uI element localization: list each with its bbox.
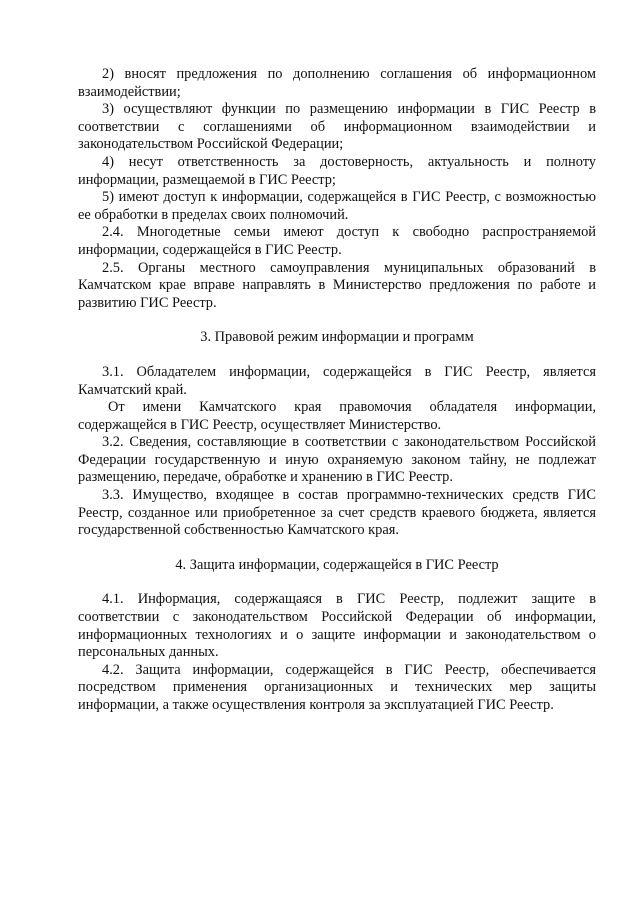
paragraph-2-4: 2.4. Многодетные семьи имеют доступ к свободно распространяемой информации, содержащейся в ГИС Реестр. (78, 224, 596, 258)
spacer (78, 347, 596, 364)
paragraph-3-3: 3.3. Имущество, входящее в состав программно-технических средств ГИС Реестр, созданное или приобретенное за счет средств краевого бюджета, является государственной собственностью Камчатского края. (78, 487, 596, 539)
paragraph-item-3: 3) осуществляют функции по размещению информации в ГИС Реестр в соответствии с соглашениями об информационном взаимодействии и законодательством Российской Федерации; (78, 101, 596, 153)
paragraph-item-4: 4) несут ответственность за достоверность, актуальность и полноту информации, размещаемой в ГИС Реестр; (78, 153, 596, 188)
paragraph-4-1: 4.1. Информация, содержащаяся в ГИС Реестр, подлежит защите в соответствии с законодательством Российской Федерации об информации, информационных технологиях и о защите информации и законодательством о персональных данных. (78, 591, 596, 661)
paragraph-4-2: 4.2. Защита информации, содержащейся в ГИС Реестр, обеспечивается посредством применения организационных и технических мер защиты информации, а также осуществления контроля за эксплуатацией ГИС Реестр. (78, 661, 596, 713)
spacer (78, 540, 596, 557)
paragraph-2-5: 2.5. Органы местного самоуправления муниципальных образований в Камчатском крае вправе направлять в Министерство предложения по работе и развитию ГИС Реестр. (78, 259, 596, 311)
spacer (78, 574, 596, 591)
paragraph-item-2: 2) вносят предложения по дополнению соглашения об информационном взаимодействии; (78, 66, 596, 100)
paragraph-3-1-continued: От имени Камчатского края правомочия обладателя информации, содержащейся в ГИС Реестр, осуществляет Министерство. (78, 399, 596, 433)
paragraph-3-1: 3.1. Обладателем информации, содержащейся в ГИС Реестр, является Камчатский край. (78, 363, 596, 398)
section-3-heading: 3. Правовой режим информации и программ (200, 329, 474, 346)
paragraph-3-2: 3.2. Сведения, составляющие в соответствии с законодательством Российской Федерации государственную и иную охраняемую законом тайну, не подлежат размещению, передаче, обработке и хранению в ГИС Реестр. (78, 434, 596, 486)
section-4-heading: 4. Защита информации, содержащейся в ГИС Реестр (175, 556, 499, 573)
paragraph-item-5: 5) имеют доступ к информации, содержащейся в ГИС Реестр, с возможностью ее обработки в пределах своих полномочий. (78, 189, 596, 223)
spacer (78, 312, 596, 329)
document-page (78, 66, 596, 715)
